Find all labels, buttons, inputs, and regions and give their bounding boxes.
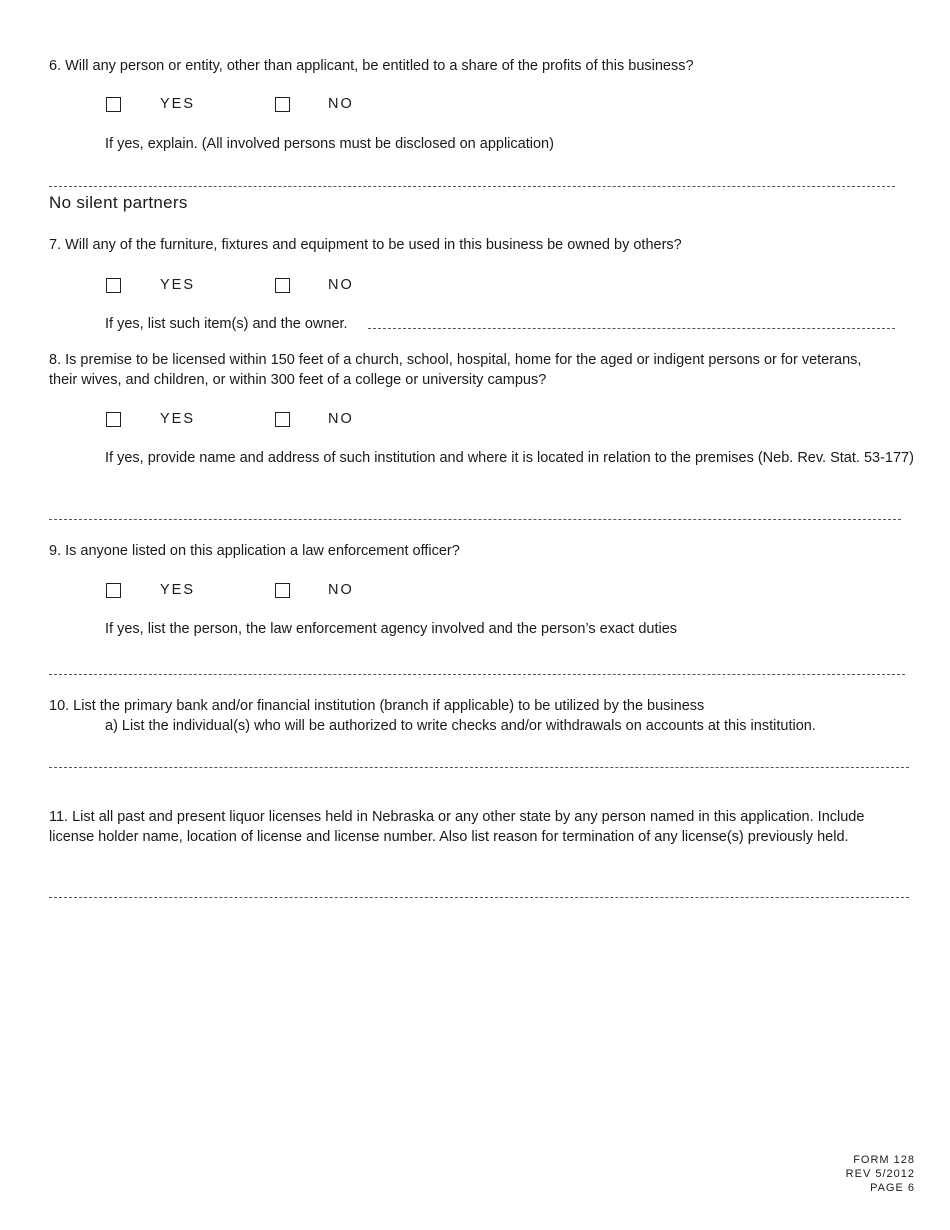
- q10-answer-line[interactable]: [49, 767, 909, 768]
- q8-yes-checkbox[interactable]: [106, 412, 121, 427]
- q6-answer[interactable]: No silent partners: [49, 193, 188, 212]
- form-number: FORM 128: [853, 1154, 915, 1166]
- q8-yes-label: YES: [160, 411, 196, 427]
- form-footer: [846, 1153, 915, 1195]
- q7-no-label: NO: [328, 277, 354, 293]
- q10-sub: a) List the individual(s) who will be authorized to write checks and/or withdrawals on accounts at this institution.: [105, 718, 816, 734]
- q7-yes-label: YES: [160, 277, 196, 293]
- q6-no-label: NO: [328, 96, 354, 112]
- q6-question: 6. Will any person or entity, other than applicant, be entitled to a share of the profits of this business?: [49, 58, 694, 74]
- q6-no-checkbox[interactable]: [275, 97, 290, 112]
- q7-yes-checkbox[interactable]: [106, 278, 121, 293]
- q9-yes-label: YES: [160, 582, 196, 598]
- q6-followup: If yes, explain. (All involved persons must be disclosed on application): [105, 136, 554, 152]
- q7-no-checkbox[interactable]: [275, 278, 290, 293]
- q6-yes-label: YES: [160, 96, 196, 112]
- q7-answer-line[interactable]: [368, 328, 895, 329]
- q10-question: 10. List the primary bank and/or financial institution (branch if applicable) to be utilized by the business: [49, 698, 705, 714]
- q8-no-checkbox[interactable]: [275, 412, 290, 427]
- q9-no-label: NO: [328, 582, 354, 598]
- q9-yes-checkbox[interactable]: [106, 583, 121, 598]
- q9-followup: If yes, list the person, the law enforcement agency involved and the person’s exact duties: [105, 621, 678, 637]
- q6-answer-line[interactable]: [49, 186, 895, 187]
- page-number: PAGE 6: [870, 1182, 915, 1194]
- q8-followup: If yes, provide name and address of such institution and where it is located in relation to the premises (Neb. Rev. Stat. 53-177): [105, 450, 914, 466]
- q7-question: 7. Will any of the furniture, fixtures and equipment to be used in this business be owned by others?: [49, 237, 682, 253]
- q11-question: 11. List all past and present liquor licenses held in Nebraska or any other state by any person named in this application. Include license holder name, location of license and license number. Also list reason for termination of any license(s) previously held.: [49, 809, 865, 845]
- q8-no-label: NO: [328, 411, 354, 427]
- form-revision: REV 5/2012: [845, 1168, 915, 1180]
- q8-question: 8. Is premise to be licensed within 150 feet of a church, school, hospital, home for the aged or indigent persons or for veterans, their wives, and children, or within 300 feet of a college or university campus?: [49, 352, 862, 388]
- q9-answer-line[interactable]: [49, 674, 905, 675]
- q9-no-checkbox[interactable]: [275, 583, 290, 598]
- q8-answer-line[interactable]: [49, 519, 901, 520]
- q7-followup: If yes, list such item(s) and the owner.: [105, 316, 348, 332]
- q11-answer-line[interactable]: [49, 897, 909, 898]
- q9-question: 9. Is anyone listed on this application a law enforcement officer?: [49, 543, 460, 559]
- q6-yes-checkbox[interactable]: [106, 97, 121, 112]
